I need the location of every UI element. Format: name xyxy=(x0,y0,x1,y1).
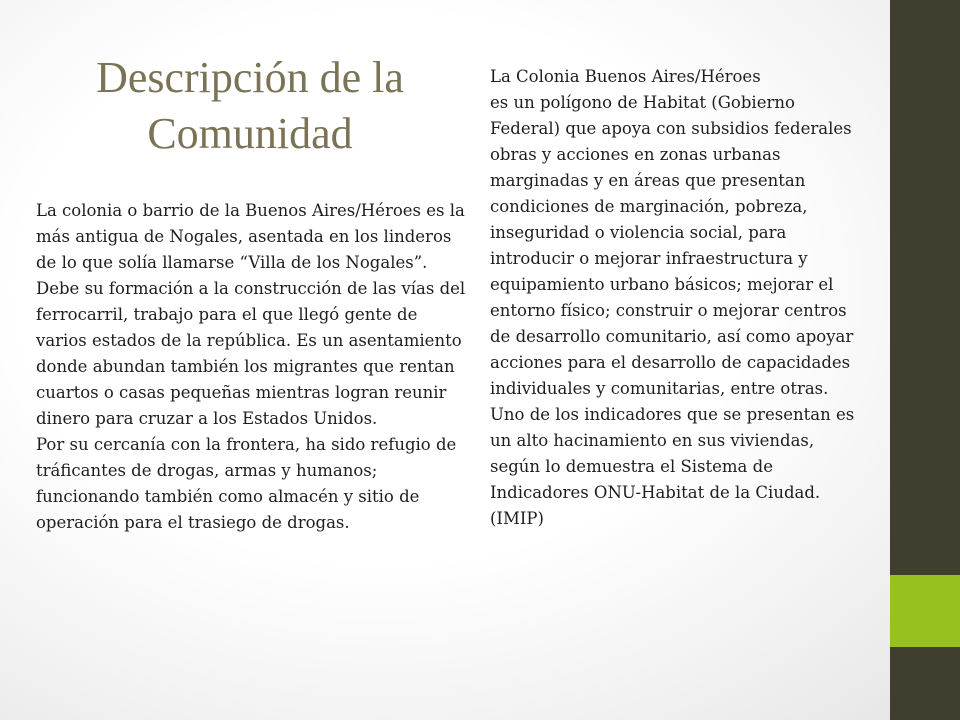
left-paragraph-2: Debe su formación a la construcción de las vías del ferrocarril, trabajo para el que llegó gente de varios estados de la república. Es un asentamiento donde abundan también los migrantes que rentan cuartos o casas pequeñas mientras logran reunir dinero para cruzar a los Estados Unidos. xyxy=(36,279,466,428)
left-paragraph-1: La colonia o barrio de la Buenos Aires/Héroes es la más antigua de Nogales, asentada en los linderos de lo que solía llamarse “Villa de los Nogales”. xyxy=(36,201,465,272)
right-paragraph-1: La Colonia Buenos Aires/Héroes es un polígono de Habitat (Gobierno Federal) que apoya con subsidios federales obras y acciones en zonas urbanas marginadas y en áreas que presentan condiciones de marginación, pobreza, inseguridad o violencia social, para introducir o mejorar infraestructura y equipamiento urbano básicos; mejorar el entorno físico; construir o mejorar centros de desarrollo comunitario, así como apoyar acciones para el desarrollo de capacidades individuales y comunitarias, entre otras. xyxy=(490,67,854,398)
left-text-column xyxy=(36,198,466,536)
left-paragraph-3: Por su cercanía con la frontera, ha sido refugio de tráficantes de drogas, armas y humanos; funcionando también como almacén y sitio de operación para el trasiego de drogas. xyxy=(36,435,457,532)
decorative-accent-block xyxy=(890,575,960,647)
slide-title: Descripción de la Comunidad xyxy=(96,53,404,158)
right-text-column xyxy=(490,64,868,532)
right-paragraph-2: Uno de los indicadores que se presentan es un alto hacinamiento en sus viviendas, según lo demuestra el Sistema de Indicadores ONU-Habitat de la Ciudad. (IMIP) xyxy=(490,405,855,528)
